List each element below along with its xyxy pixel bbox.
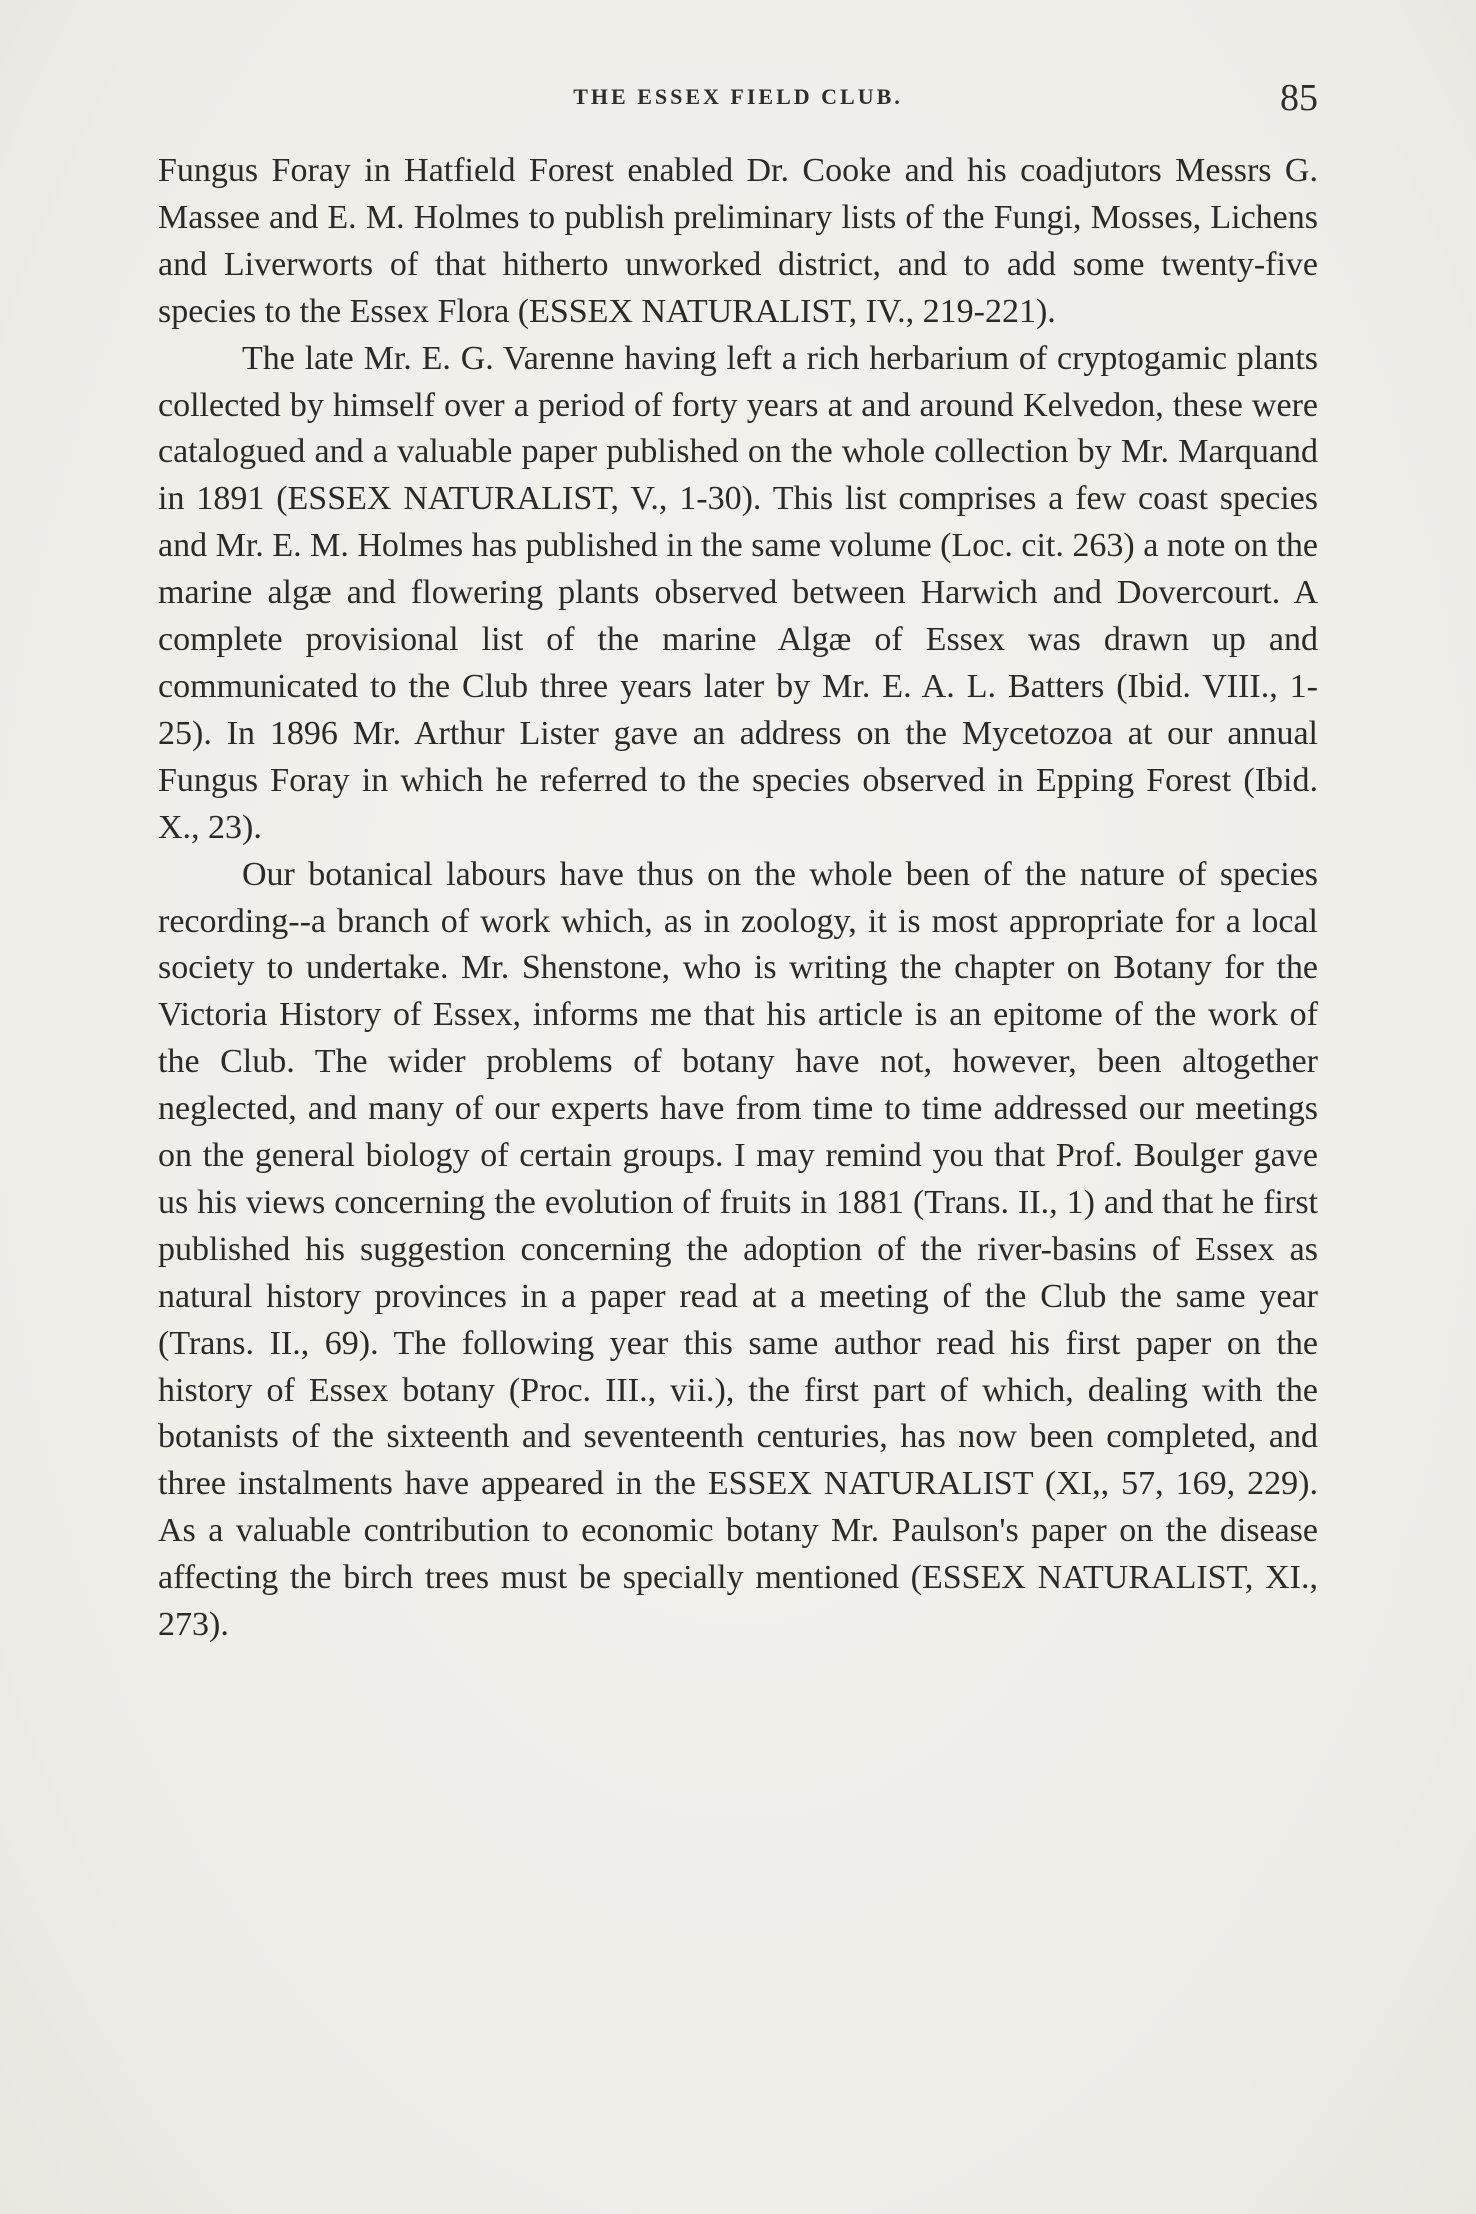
paragraph-3: Our botanical labours have thus on the whole been of the nature of species recording--a branch of work which, as in zoology, it is most appropriate for a local society to undertake. Mr. Shenstone, who is writing the chapter on Botany for the Victoria History of Essex, informs me that his article is an epitome of the work of the Club. The wider problems of botany have not, however, been altogether neglected, and many of our experts have from time to time addressed our meetings on the general biology of certain groups. I may remind you that Prof. Boulger gave us his views concerning the evolution of fruits in 1881 (Trans. II., 1) and that he first published his suggestion concerning the adoption of the river-basins of Essex as natural history provinces in a paper read at a meeting of the Club the same year (Trans. II., 69). The following year this same author read his first paper on the history of Essex botany (Proc. III., vii.), the first part of which, dealing with the botanists of the sixteenth and seventeenth centuries, has now been completed, and three instalments have appeared in the ESSEX NATURALIST (XI,, 57, 169, 229). As a valuable contribution to economic botany Mr. Paulson's paper on the disease affecting the birch trees must be specially mentioned (ESSEX NATURALIST, XI., 273). bbox=[158, 855, 1318, 1644]
running-head: THE ESSEX FIELD CLUB. bbox=[573, 84, 903, 109]
page-header bbox=[158, 77, 1318, 124]
page-number: 85 bbox=[1280, 77, 1318, 119]
paragraph-1: Fungus Foray in Hatfield Forest enabled Dr. Cooke and his coadjutors Messrs G. Massee and E. M. Holmes to publish preliminary lists of the Fungi, Mosses, Lichens and Liverworts of that hitherto unworked district, and to add some twenty-five species to the Essex Flora (ESSEX NATURALIST, IV., 219-221). bbox=[158, 152, 1318, 330]
body-text bbox=[158, 148, 1318, 1649]
paragraph-2: The late Mr. E. G. Varenne having left a rich herbarium of cryptogamic plants collected by himself over a period of forty years at and around Kelvedon, these were catalogued and a valuable paper published on the whole collection by Mr. Marquand in 1891 (ESSEX NATURALIST, V., 1-30). This list comprises a few coast species and Mr. E. M. Holmes has published in the same volume (Loc. cit. 263) a note on the marine algæ and flowering plants observed between Harwich and Dovercourt. A complete provisional list of the marine Algæ of Essex was drawn up and communicated to the Club three years later by Mr. E. A. L. Batters (Ibid. VIII., 1-25). In 1896 Mr. Arthur Lister gave an address on the Mycetozoa at our annual Fungus Foray in which he referred to the species observed in Epping Forest (Ibid. X., 23). bbox=[158, 339, 1318, 846]
